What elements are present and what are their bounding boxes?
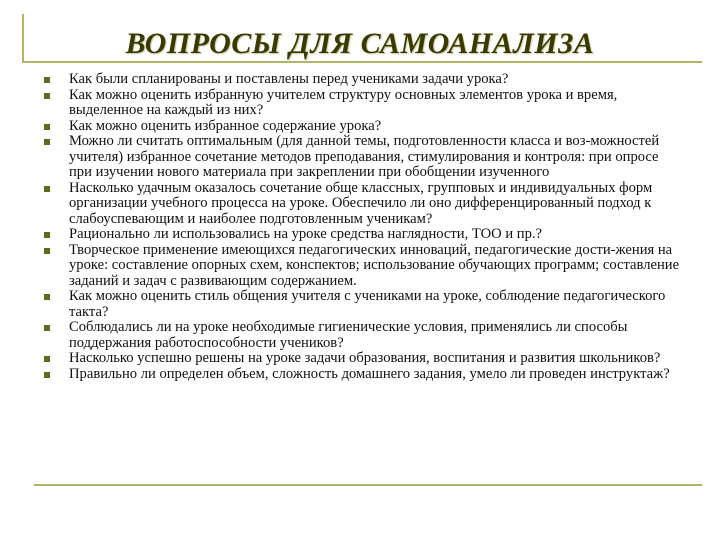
bullet-square-icon (44, 372, 50, 378)
list-item-text: Насколько успешно решены на уроке задачи образования, воспитания и развития школьников? (69, 350, 661, 366)
list-item (44, 181, 680, 228)
list-item (44, 88, 680, 119)
list-item (44, 289, 680, 320)
bullet-square-icon (44, 93, 50, 99)
list-item-text: Рационально ли использовались на уроке средства наглядности, ТОО и пр.? (69, 226, 543, 242)
bullet-square-icon (44, 77, 50, 83)
list-item-text: Соблюдались ли на уроке необходимые гигиенические условия, применялись ли способы поддержания работоспособности учеников? (69, 319, 628, 351)
bullet-square-icon (44, 248, 50, 254)
bullet-square-icon (44, 294, 50, 300)
list-item (44, 351, 680, 367)
list-item-text: Правильно ли определен объем, сложность домашнего задания, умело ли проведен инструктаж? (69, 365, 670, 382)
list-item (44, 72, 680, 88)
bullet-square-icon (44, 356, 50, 362)
list-item (44, 243, 680, 290)
page-title: ВОПРОСЫ ДЛЯ САМОАНАЛИЗА (125, 27, 595, 60)
bullet-square-icon (44, 186, 50, 192)
list-item (44, 119, 680, 135)
list-item-text: Как можно оценить избранную учителем структуру основных элементов урока и время, выделенное на каждый из них? (69, 86, 618, 118)
list-item (44, 320, 680, 351)
question-list (44, 72, 680, 382)
list-item (44, 134, 680, 181)
list-item-text: Можно ли считать оптимальным (для данной темы, подготовленности класса и воз-можностей учителя) избранное сочетание методов преподавания, стимулирования и контроля: при опросе при изучении нового материала при закреплении при обобщении изученного (69, 133, 660, 180)
list-item-text: Насколько удачным оказалось сочетание обще классных, групповых и индивидуальных форм организации учебного процесса на уроке. Обеспечило ли оно дифференцированный подход к слабоуспевающим и наиболее подготовленным ученикам? (69, 179, 653, 227)
list-item (44, 367, 680, 383)
bullet-square-icon (44, 124, 50, 130)
bullet-square-icon (44, 139, 50, 145)
list-item-text: Как можно оценить стиль общения учителя с учениками на уроке, соблюдение педагогического такта? (69, 288, 666, 320)
bullet-square-icon (44, 325, 50, 331)
list-item (44, 227, 680, 243)
list-item-text: Творческое применение имеющихся педагогических инноваций, педагогические дости-жения на уроке: составление опорных схем, конспектов; использование обучающих программ; составление заданий и задач с развивающим содержанием. (69, 241, 680, 289)
bullet-square-icon (44, 232, 50, 238)
list-item-text: Как можно оценить избранное содержание урока? (69, 117, 382, 134)
bottom-divider (34, 484, 702, 486)
list-item-text: Как были спланированы и поставлены перед учениками задачи урока? (69, 71, 509, 87)
